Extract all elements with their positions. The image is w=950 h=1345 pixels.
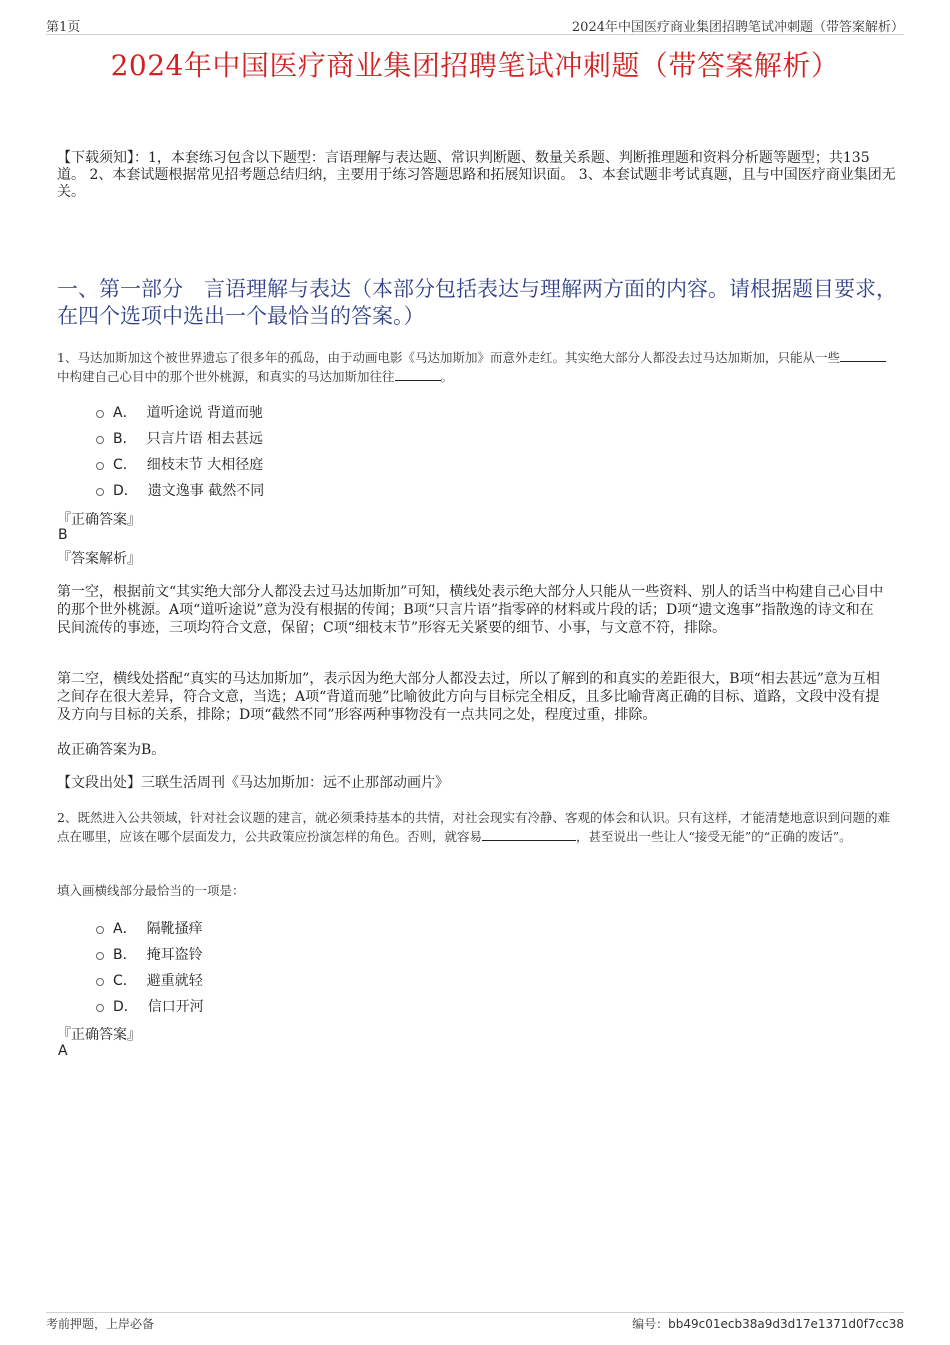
question-1-answer-label: 『正确答案』 [57, 512, 141, 528]
option-text: 道听途说 背道而驰 [146, 405, 264, 421]
question-2-stem [57, 808, 897, 846]
radio-icon[interactable] [96, 1004, 104, 1012]
radio-icon[interactable] [96, 926, 104, 934]
question-2-text-part1: 2、既然进入公共领域，针对社会议题的建言，就必须秉持基本的共情，对社会现实有冷静、客观的体会和认识。只有这样，才能清楚地意识到问题的难点在哪里，应该在哪个层面发力，公共政策应扮演怎样的角色。否则，就容易 [57, 810, 890, 844]
question-1-source: 【文段出处】三联生活周刊《马达加斯加：远不止那部动画片》 [57, 775, 449, 791]
answer-blank [840, 361, 886, 362]
radio-icon[interactable] [96, 952, 104, 960]
header-divider [46, 34, 904, 35]
question-1-option-a[interactable] [96, 402, 263, 422]
answer-blank [395, 380, 441, 381]
section-heading: 一、第一部分 言语理解与表达（本部分包括表达与理解两方面的内容。请根据题目要求，在四个选项中选出一个最恰当的答案。） [57, 277, 897, 328]
question-2-option-b[interactable] [96, 944, 203, 964]
question-1-option-b[interactable] [96, 428, 263, 448]
question-1-text-part3: 。 [440, 369, 454, 384]
option-letter: D． [113, 999, 138, 1015]
question-1-analysis-label: 『答案解析』 [57, 551, 141, 567]
footer-code-label: 编号： [632, 1317, 669, 1331]
question-1-answer: B [58, 527, 68, 543]
footer-code [632, 1315, 904, 1332]
download-notice: 【下载须知】：1，本套练习包含以下题型：言语理解与表达题、常识判断题、数量关系题、判断推理题和资料分析题等题型；共135道。 2、本套试题根据常见招考题总结归纳，主要用于练习答题思路和拓展知识面。 3、本套试题非考试真题，且与中国医疗商业集团无关。 [57, 150, 896, 200]
option-letter: A． [113, 921, 137, 937]
question-2-option-a[interactable] [96, 918, 203, 938]
question-2-answer-label: 『正确答案』 [57, 1027, 141, 1043]
question-1-text-part1: 1、马达加斯加这个被世界遗忘了很多年的孤岛，由于动画电影《马达加斯加》而意外走红。其实绝大部分人都没去过马达加斯加，只能从一些 [57, 350, 840, 365]
header-doc-title: 2024年中国医疗商业集团招聘笔试冲刺题（带答案解析） [571, 20, 904, 35]
option-text: 只言片语 相去甚远 [146, 431, 264, 447]
option-text: 掩耳盗铃 [146, 947, 203, 963]
answer-blank [482, 840, 576, 841]
question-2-prompt: 填入画横线部分最恰当的一项是： [57, 883, 245, 898]
question-1-conclusion: 故正确答案为B。 [57, 742, 166, 758]
option-letter: C． [113, 973, 137, 989]
option-text: 隔靴搔痒 [146, 921, 203, 937]
question-1-option-d[interactable] [96, 480, 264, 500]
option-letter: B． [113, 431, 137, 447]
option-text: 细枝末节 大相径庭 [146, 457, 264, 473]
option-text: 信口开河 [147, 999, 204, 1015]
question-1-option-c[interactable] [96, 454, 263, 474]
question-1-analysis-p1: 第一空，根据前文“其实绝大部分人都没去过马达加斯加”可知，横线处表示绝大部分人只能从一些资料、别人的话当中构建自己心目中的那个世外桃源。A项“道听途说”意为没有根据的传闻；B项“只言片语”指零碎的材料或片段的话；D项“遗文逸事”指散逸的诗文和在民间流传的事迹，三项均符合文意，保留；C项“细枝末节”形容无关紧要的细节、小事，与文意不符，排除。 [57, 584, 884, 636]
question-2-answer: A [58, 1043, 68, 1059]
radio-icon[interactable] [96, 436, 104, 444]
question-2-text-part2: ，甚至说出一些让人“接受无能”的“正确的废话”。 [576, 829, 852, 844]
option-text: 遗文逸事 截然不同 [147, 483, 265, 499]
option-letter: C． [113, 457, 137, 473]
radio-icon[interactable] [96, 488, 104, 496]
page-title: 2024年中国医疗商业集团招聘笔试冲刺题（带答案解析） [110, 49, 840, 82]
radio-icon[interactable] [96, 978, 104, 986]
option-letter: D． [113, 483, 138, 499]
radio-icon[interactable] [96, 410, 104, 418]
radio-icon[interactable] [96, 462, 104, 470]
page-number: 第1页 [46, 20, 81, 35]
footer-code-value: bb49c01ecb38a9d3d17e1371d0f7cc38 [668, 1317, 904, 1331]
question-2-option-c[interactable] [96, 970, 203, 990]
question-1-text-part2: 中构建自己心目中的那个世外桃源，和真实的马达加斯加往往 [57, 369, 395, 384]
option-text: 避重就轻 [146, 973, 203, 989]
question-1-analysis-p2: 第二空，横线处搭配“真实的马达加斯加”，表示因为绝大部分人都没去过，所以了解到的和真实的差距很大，B项“相去甚远”意为互相之间存在很大差异，符合文意，当选；A项“背道而驰”比喻彼此方向与目标完全相反，且多比喻背离正确的目标、道路，文段中没有提及方向与目标的关系，排除；D项“截然不同”形容两种事物没有一点共同之处，程度过重，排除。 [57, 671, 880, 723]
option-letter: A． [113, 405, 137, 421]
question-2-option-d[interactable] [96, 996, 204, 1016]
question-1-stem [57, 348, 897, 386]
option-letter: B． [113, 947, 137, 963]
footer-divider [46, 1312, 904, 1313]
footer-slogan: 考前押题，上岸必备 [46, 1317, 155, 1331]
